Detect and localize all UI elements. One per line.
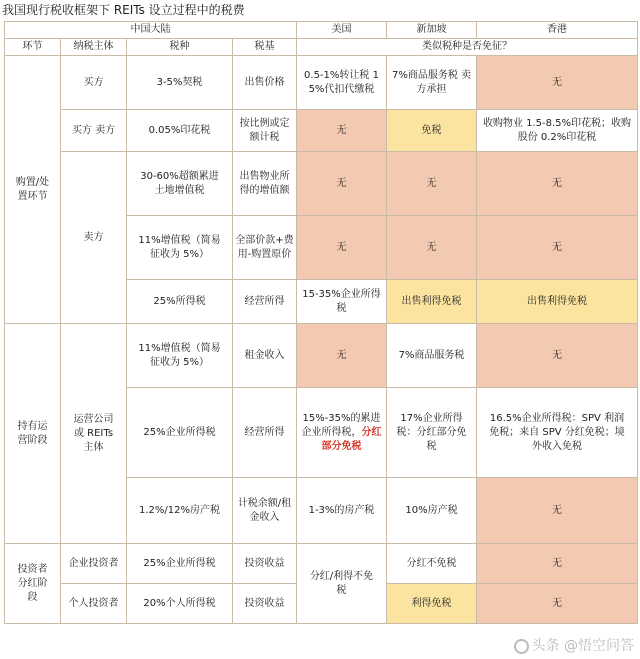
base-cell: 计税余额/租金收入 xyxy=(233,478,297,544)
hk-cell: 无 xyxy=(477,152,638,216)
header-stage: 环节 xyxy=(5,39,61,56)
tax-comparison-table xyxy=(4,21,638,624)
tax-cell: 20%个人所得税 xyxy=(127,584,233,624)
us-cell: 无 xyxy=(297,324,387,388)
tax-cell: 11%增值税（简易征收为 5%） xyxy=(127,216,233,280)
payer-cell: 运营公司或 REITs 主体 xyxy=(61,324,127,544)
base-cell: 出售物业所得的增值额 xyxy=(233,152,297,216)
header-sg: 新加坡 xyxy=(387,22,477,39)
header-us: 美国 xyxy=(297,22,387,39)
base-cell: 投资收益 xyxy=(233,584,297,624)
payer-cell: 个人投资者 xyxy=(61,584,127,624)
table-row xyxy=(5,324,638,388)
base-cell: 经营所得 xyxy=(233,280,297,324)
us-cell: 无 xyxy=(297,110,387,152)
hk-cell: 无 xyxy=(477,324,638,388)
sg-cell: 7%商品服务税 卖方承担 xyxy=(387,56,477,110)
stage-invest: 投资者分红阶段 xyxy=(5,544,61,624)
sg-cell: 分红不免税 xyxy=(387,544,477,584)
payer-cell: 卖方 xyxy=(61,152,127,324)
us-tax-text: 15%-35%的累进企业所得税， xyxy=(301,412,381,438)
header-similar: 类似税种是否免征？ xyxy=(297,39,638,56)
base-cell: 出售价格 xyxy=(233,56,297,110)
hk-cell: 无 xyxy=(477,478,638,544)
sg-cell: 出售利得免税 xyxy=(387,280,477,324)
sg-cell: 利得免税 xyxy=(387,584,477,624)
table-row xyxy=(5,152,638,216)
tax-cell: 11%增值税（简易征收为 5%） xyxy=(127,324,233,388)
sg-cell: 10%房产税 xyxy=(387,478,477,544)
base-cell: 全部价款+费用-购置原价 xyxy=(233,216,297,280)
us-cell: 1-3%的房产税 xyxy=(297,478,387,544)
hk-cell: 无 xyxy=(477,216,638,280)
payer-cell: 企业投资者 xyxy=(61,544,127,584)
header-hk: 香港 xyxy=(477,22,638,39)
tax-cell: 25%企业所得税 xyxy=(127,544,233,584)
payer-cell: 买方 xyxy=(61,56,127,110)
header-row-regions xyxy=(5,22,638,39)
header-row-columns xyxy=(5,39,638,56)
header-payer: 纳税主体 xyxy=(61,39,127,56)
wukong-logo-icon xyxy=(514,639,529,654)
header-base: 税基 xyxy=(233,39,297,56)
tax-cell: 0.05%印花税 xyxy=(127,110,233,152)
sg-cell: 无 xyxy=(387,216,477,280)
tax-cell: 25%所得税 xyxy=(127,280,233,324)
stage-hold: 持有运营阶段 xyxy=(5,324,61,544)
hk-cell: 无 xyxy=(477,584,638,624)
us-cell: 无 xyxy=(297,216,387,280)
base-cell: 按比例或定额计税 xyxy=(233,110,297,152)
page-title: 我国现行税收框架下 REITs 设立过程中的税费 xyxy=(2,3,245,17)
us-cell: 无 xyxy=(297,152,387,216)
us-cell xyxy=(297,388,387,478)
watermark xyxy=(514,635,634,655)
sg-cell: 7%商品服务税 xyxy=(387,324,477,388)
tax-cell: 1.2%/12%房产税 xyxy=(127,478,233,544)
us-cell: 15-35%企业所得税 xyxy=(297,280,387,324)
us-cell: 分红/利得不免税 xyxy=(297,544,387,624)
watermark-text: 头条 @悟空问答 xyxy=(531,638,634,654)
hk-cell: 收购物业 1.5-8.5%印花税；收购股份 0.2%印花税 xyxy=(477,110,638,152)
hk-cell: 出售利得免税 xyxy=(477,280,638,324)
sg-cell: 17%企业所得税：分红部分免税 xyxy=(387,388,477,478)
hk-cell: 16.5%企业所得税：SPV 利润免税；来自 SPV 分红免税；境外收入免税 xyxy=(477,388,638,478)
payer-cell: 买方 卖方 xyxy=(61,110,127,152)
tax-cell: 30-60%超额累进土地增值税 xyxy=(127,152,233,216)
tax-cell: 3-5%契税 xyxy=(127,56,233,110)
us-exempt-text: 分红部分免税 xyxy=(321,426,382,452)
sg-cell: 无 xyxy=(387,152,477,216)
hk-cell: 无 xyxy=(477,544,638,584)
tax-cell: 25%企业所得税 xyxy=(127,388,233,478)
header-tax: 税种 xyxy=(127,39,233,56)
base-cell: 投资收益 xyxy=(233,544,297,584)
base-cell: 经营所得 xyxy=(233,388,297,478)
base-cell: 租金收入 xyxy=(233,324,297,388)
table-row xyxy=(5,544,638,584)
table-row xyxy=(5,56,638,110)
us-cell: 0.5-1%转让税 15%代扣代缴税 xyxy=(297,56,387,110)
table-row xyxy=(5,110,638,152)
sg-cell: 免税 xyxy=(387,110,477,152)
header-china: 中国大陆 xyxy=(5,22,297,39)
stage-buy: 购置/处置环节 xyxy=(5,56,61,324)
hk-cell: 无 xyxy=(477,56,638,110)
